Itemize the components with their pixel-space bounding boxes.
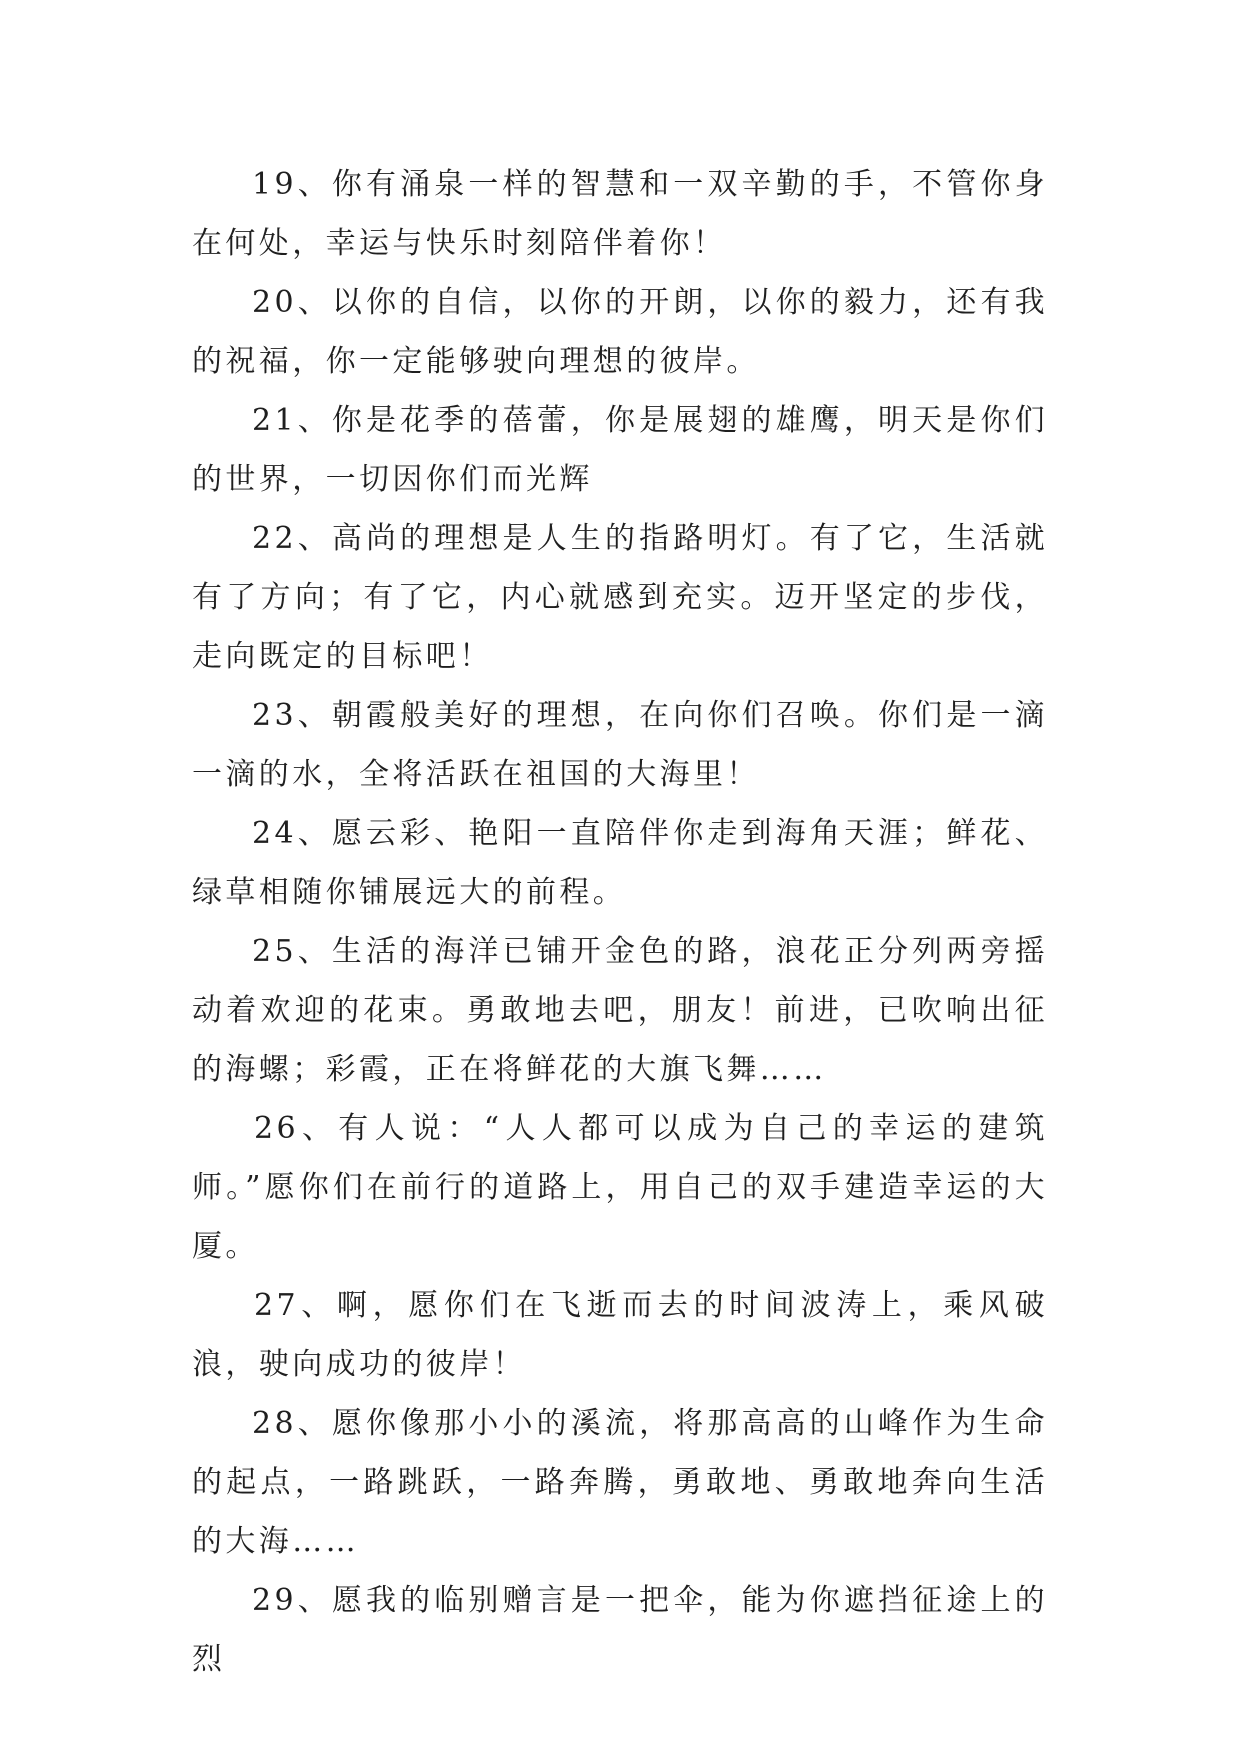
paragraph-20: 20、以你的自信，以你的开朗，以你的毅力，还有我的祝福，你一定能够驶向理想的彼岸。 [192, 285, 1048, 379]
paragraph-19: 19、你有涌泉一样的智慧和一双辛勤的手，不管你身在何处，幸运与快乐时刻陪伴着你！ [192, 167, 1048, 261]
document-body [192, 155, 1048, 1689]
paragraph-28: 28、愿你像那小小的溪流，将那高高的山峰作为生命的起点，一路跳跃，一路奔腾，勇敢地、勇敢地奔向生活的大海…… [192, 1406, 1048, 1559]
paragraph-27: 27、啊，愿你们在飞逝而去的时间波涛上，乘风破浪，驶向成功的彼岸！ [192, 1288, 1048, 1382]
paragraph-24: 24、愿云彩、艳阳一直陪伴你走到海角天涯；鲜花、绿草相随你铺展远大的前程。 [192, 816, 1048, 910]
paragraph-25: 25、生活的海洋已铺开金色的路，浪花正分列两旁摇动着欢迎的花束。勇敢地去吧，朋友！前进，已吹响出征的海螺；彩霞，正在将鲜花的大旗飞舞…… [192, 934, 1048, 1087]
paragraph-21: 21、你是花季的蓓蕾，你是展翅的雄鹰，明天是你们的世界，一切因你们而光辉 [192, 403, 1048, 497]
paragraph-29: 29、愿我的临别赠言是一把伞，能为你遮挡征途上的烈 [192, 1583, 1048, 1677]
paragraph-22: 22、高尚的理想是人生的指路明灯。有了它，生活就有了方向；有了它，内心就感到充实。迈开坚定的步伐，走向既定的目标吧！ [192, 521, 1048, 674]
paragraph-23: 23、朝霞般美好的理想，在向你们召唤。你们是一滴一滴的水，全将活跃在祖国的大海里！ [192, 698, 1048, 792]
paragraph-26: 26、有人说：“人人都可以成为自己的幸运的建筑师。”愿你们在前行的道路上，用自己的双手建造幸运的大厦。 [192, 1111, 1048, 1264]
